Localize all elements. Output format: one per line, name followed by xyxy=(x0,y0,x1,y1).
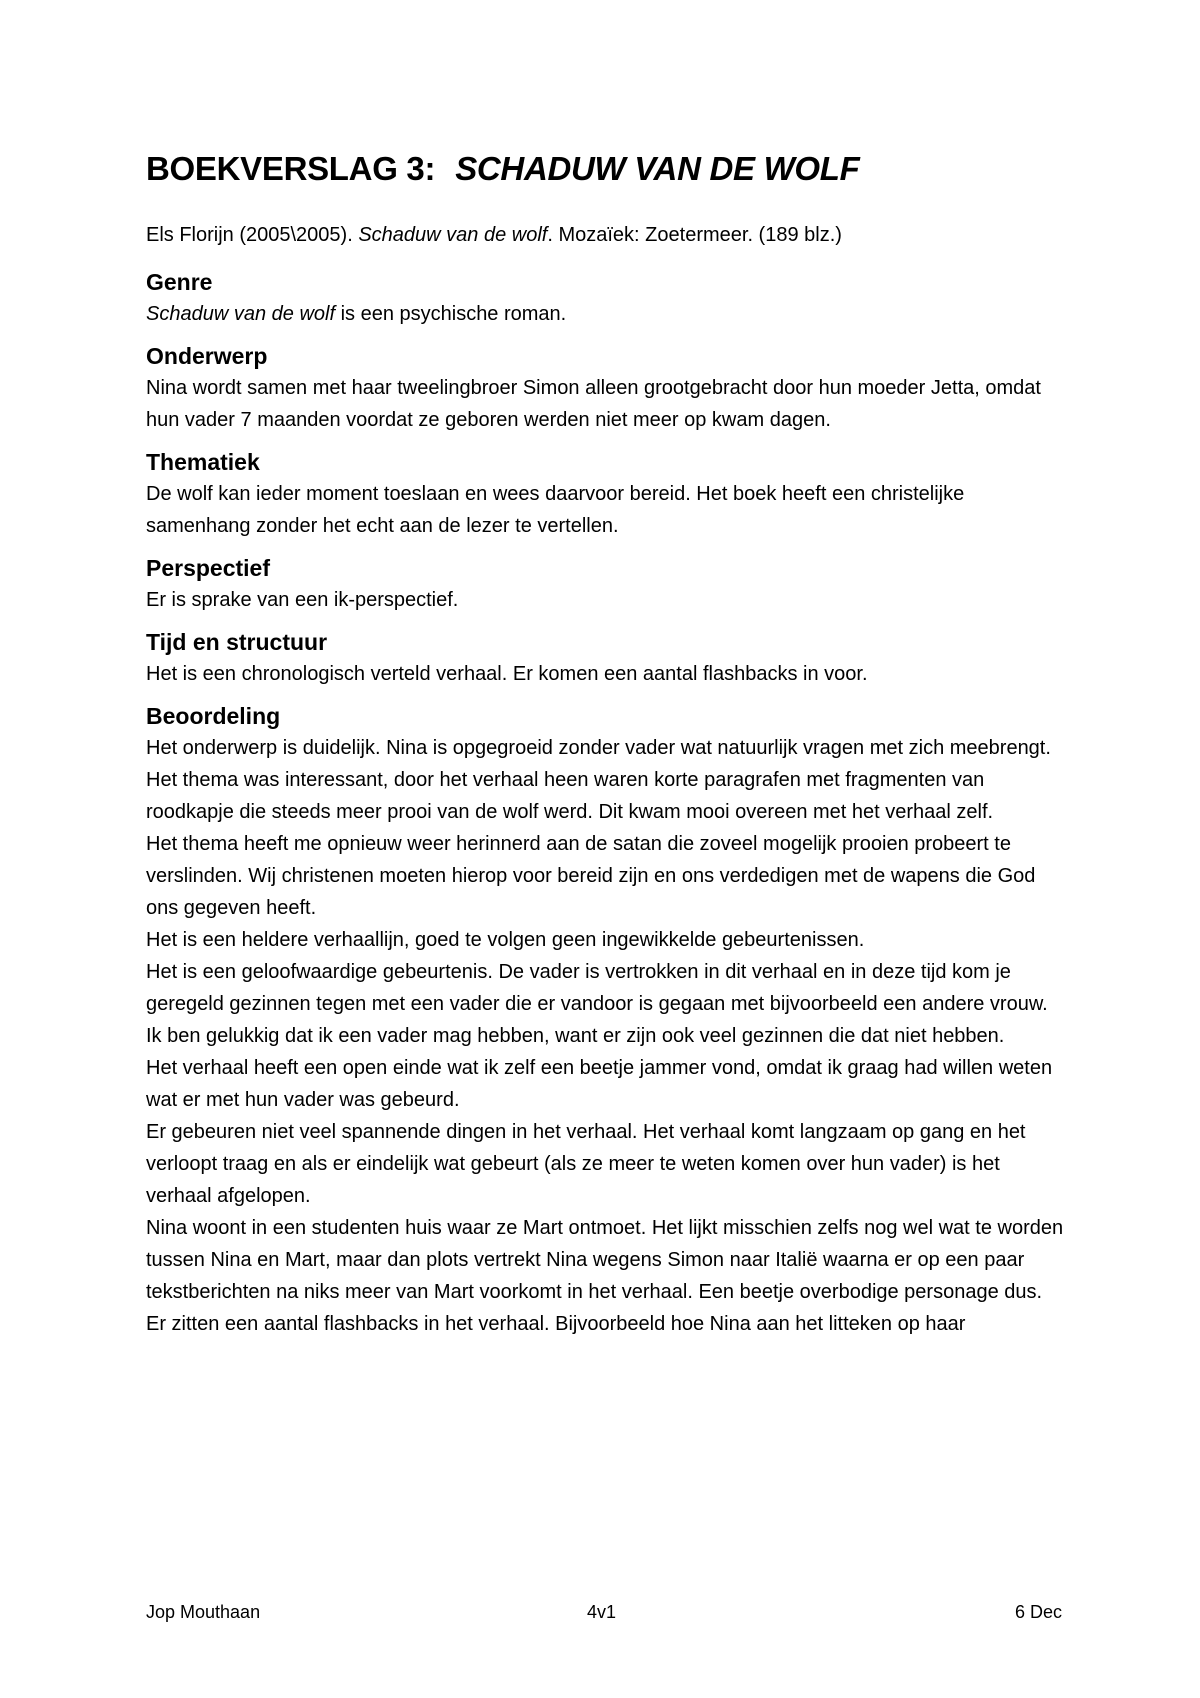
section-text-tijd-en-structuur: Het is een chronologisch verteld verhaal. Er komen een aantal flashbacks in voor. xyxy=(146,663,868,685)
footer-date: 6 Dec xyxy=(1014,1602,1062,1622)
beoordeling-paragraph: Het is een heldere verhaallijn, goed te volgen geen ingewikkelde gebeurtenissen. xyxy=(146,929,865,951)
section-heading-onderwerp: Onderwerp xyxy=(146,343,268,369)
section-heading-tijd-en-structuur: Tijd en structuur xyxy=(146,629,328,655)
beoordeling-paragraph: Er gebeuren niet veel spannende dingen in het verhaal. Het verhaal komt langzaam op gang en het verloopt traag en als er eindelijk wat gebeurt (als ze meer te weten komen over hun vader) is het verhaal afgelopen. xyxy=(146,1121,1026,1207)
beoordeling-paragraph: Ik ben gelukkig dat ik een vader mag hebben, want er zijn ook veel gezinnen die dat niet hebben. xyxy=(146,1025,1005,1047)
title-prefix: BOEKVERSLAG 3: xyxy=(146,150,436,187)
beoordeling-paragraph: Er zitten een aantal flashbacks in het verhaal. Bijvoorbeeld hoe Nina aan het litteken op haar xyxy=(146,1313,966,1335)
beoordeling-paragraph: Het is een geloofwaardige gebeurtenis. De vader is vertrokken in dit verhaal en in deze tijd kom je geregeld gezinnen tegen met een vader die er vandoor is gegaan met bijvoorbeeld een andere vrouw. xyxy=(146,961,1048,1015)
section-text-thematiek: De wolf kan ieder moment toeslaan en wees daarvoor bereid. Het boek heeft een christelijke samenhang zonder het echt aan de lezer te vertellen. xyxy=(146,483,965,537)
genre-text: is een psychische roman. xyxy=(335,303,567,325)
citation-book-title: Schaduw van de wolf xyxy=(358,224,548,246)
beoordeling-paragraph: Het verhaal heeft een open einde wat ik zelf een beetje jammer vond, omdat ik graag had willen weten wat er met hun vader was gebeurd. xyxy=(146,1057,1053,1111)
section-text-perspectief: Er is sprake van een ik-perspectief. xyxy=(146,589,459,611)
citation xyxy=(146,220,1066,250)
genre-book-title: Schaduw van de wolf xyxy=(146,303,336,325)
footer-class: 4v1 xyxy=(587,1602,617,1622)
citation-author-year: Els Florijn (2005\2005). xyxy=(146,224,353,246)
document-page xyxy=(146,150,1066,1350)
title-book-name: SCHADUW VAN DE WOLF xyxy=(455,150,860,187)
section-genre xyxy=(146,266,1066,330)
section-onderwerp xyxy=(146,340,1066,436)
section-heading-perspectief: Perspectief xyxy=(146,555,271,581)
footer-author: Jop Mouthaan xyxy=(146,1602,261,1622)
section-heading-beoordeling: Beoordeling xyxy=(146,703,281,729)
section-thematiek xyxy=(146,446,1066,542)
beoordeling-paragraph: Nina woont in een studenten huis waar ze Mart ontmoet. Het lijkt misschien zelfs nog wel wat te worden tussen Nina en Mart, maar dan plots vertrekt Nina wegens Simon naar Italië waarna er op een paar tekstberichten na niks meer van Mart voorkomt in het verhaal. Een beetje overbodige personage dus. xyxy=(146,1217,1064,1303)
beoordeling-paragraph: Het thema heeft me opnieuw weer herinnerd aan de satan die zoveel mogelijk prooien probeert te verslinden. Wij christenen moeten hierop voor bereid zijn en ons verdedigen met de wapens die God ons gegeven heeft. xyxy=(146,833,1036,919)
section-heading-thematiek: Thematiek xyxy=(146,449,260,475)
section-heading-genre: Genre xyxy=(146,269,213,295)
section-text-onderwerp: Nina wordt samen met haar tweelingbroer Simon alleen grootgebracht door hun moeder Jetta, omdat hun vader 7 maanden voordat ze geboren werden niet meer op kwam dagen. xyxy=(146,377,1041,431)
section-tijd-en-structuur xyxy=(146,626,1066,690)
section-perspectief xyxy=(146,552,1066,616)
section-text-genre xyxy=(146,298,1066,330)
page-footer xyxy=(146,1602,1062,1630)
document-title xyxy=(146,150,1066,188)
citation-publisher: . Mozaïek: Zoetermeer. (189 blz.) xyxy=(547,224,842,246)
beoordeling-paragraph: Het onderwerp is duidelijk. Nina is opgegroeid zonder vader wat natuurlijk vragen met zich meebrengt. Het thema was interessant, door het verhaal heen waren korte paragrafen met fragmenten van roodkapje die steeds meer prooi van de wolf werd. Dit kwam mooi overeen met het verhaal zelf. xyxy=(146,737,1051,823)
section-beoordeling xyxy=(146,700,1066,1340)
